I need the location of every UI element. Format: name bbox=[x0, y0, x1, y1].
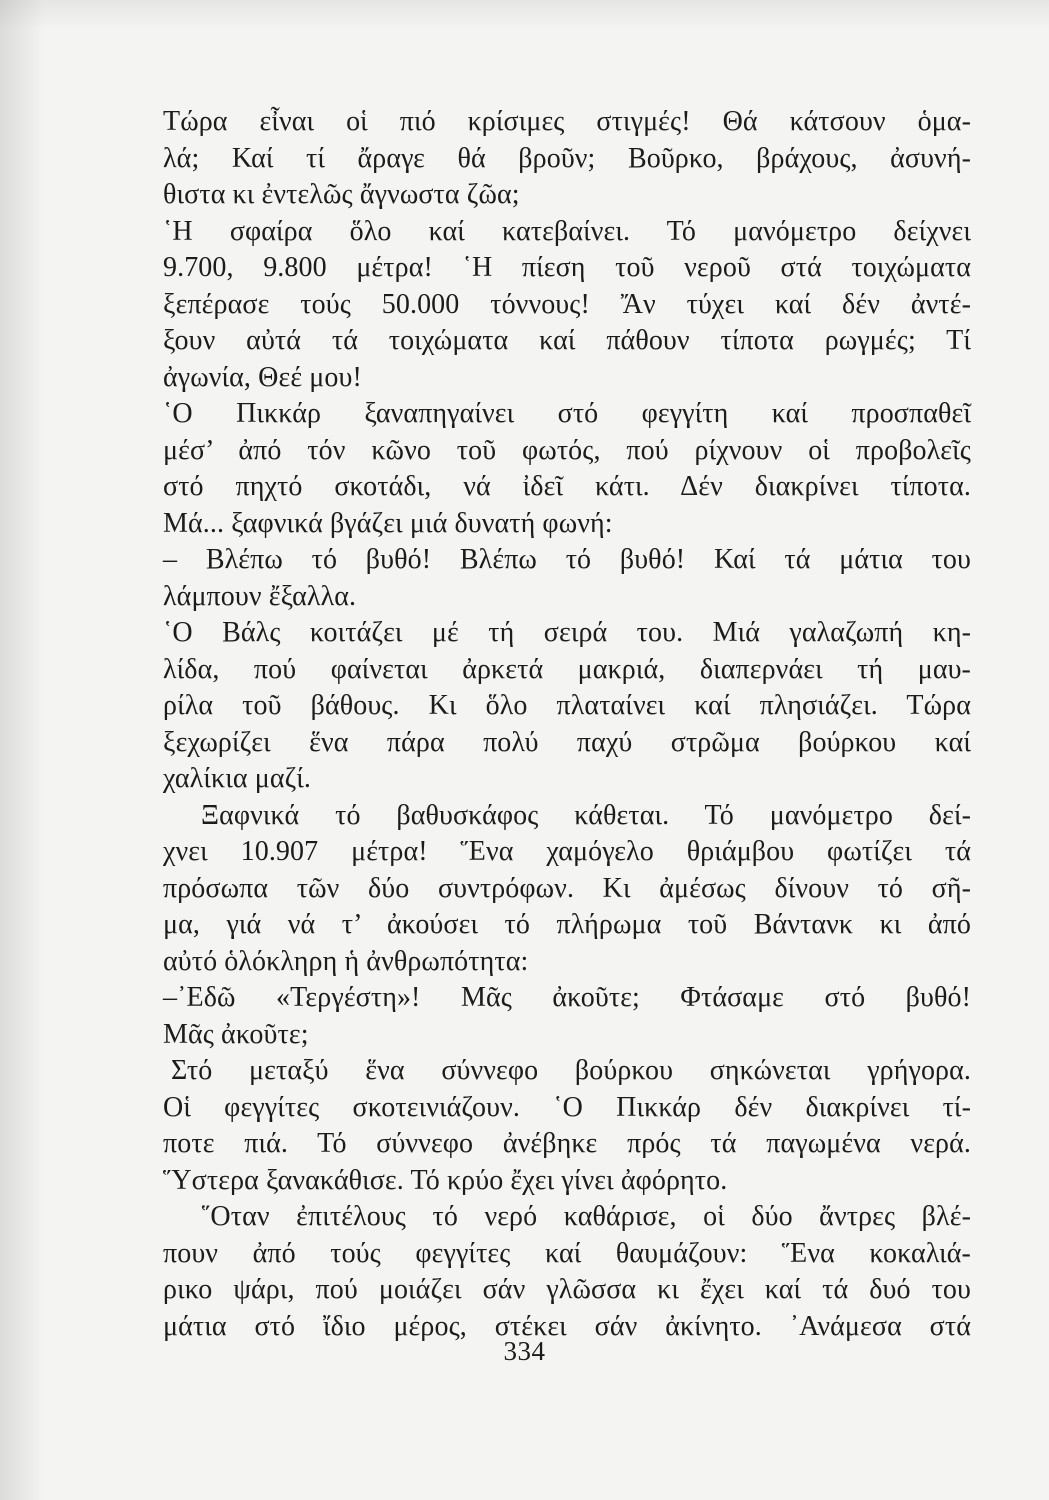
text-line: Ὕστερα ξανακάθισε. Τό κρύο ἔχει γίνει ἀφόρητο. bbox=[163, 1164, 728, 1196]
text-line: –᾿Εδῶ «Τεργέστη»! Μᾶς ἀκοῦτε; Φτάσαμε στό βυθό! bbox=[163, 982, 971, 1013]
body-text bbox=[163, 104, 971, 1345]
text-line: Οἱ φεγγίτες σκοτεινιάζουν. ῾Ο Πικκάρ δέν διακρίνει τί- bbox=[163, 1091, 971, 1123]
text-line: ρικο ψάρι, πού μοιάζει σάν γλῶσσα κι ἔχει καί τά δυό του bbox=[163, 1274, 971, 1305]
text-line: λά; Καί τί ἄραγε θά βροῦν; Βοῦρκο, βράχους, ἀσυνή- bbox=[163, 142, 971, 174]
text-line: αὐτό ὁλόκληρη ἡ ἀνθρωπότητα: bbox=[163, 945, 529, 977]
text-line: ξεχωρίζει ἕνα πάρα πολύ παχύ στρῶμα βούρκου καί bbox=[163, 726, 971, 758]
text-line: Στό μεταξύ ἕνα σύννεφο βούρκου σηκώνεται γρήγορα. bbox=[171, 1055, 971, 1086]
text-line: ῾Η σφαίρα ὅλο καί κατεβαίνει. Τό μανόμετρο δείχνει bbox=[163, 215, 971, 247]
text-line: Μά... ξαφνικά βγάζει μιά δυνατή φωνή: bbox=[163, 507, 613, 539]
text-line: Μᾶς ἀκοῦτε; bbox=[163, 1018, 309, 1050]
text-line: Ξαφνικά τό βαθυσκάφος κάθεται. Τό μανόμετρο δεί- bbox=[201, 799, 971, 831]
text-line: ῾Ο Βάλς κοιτάζει μέ τή σειρά του. Μιά γαλαζωπή κη- bbox=[163, 617, 971, 648]
text-line: μάτια στό ἴδιο μέρος, στέκει σάν ἀκίνητο. ᾿Ανάμεσα στά bbox=[163, 1310, 971, 1342]
text-line: θιστα κι ἐντελῶς ἄγνωστα ζῶα; bbox=[163, 179, 520, 210]
text-line: ῾Ο Πικκάρ ξαναπηγαίνει στό φεγγίτη καί προσπαθεῖ bbox=[163, 398, 971, 429]
text-line: πουν ἀπό τούς φεγγίτες καί θαυμάζουν: Ἕνα κοκαλιά- bbox=[163, 1237, 971, 1269]
text-line: ξεπέρασε τούς 50.000 τόννους! Ἄν τύχει καί δέν ἀντέ- bbox=[163, 288, 971, 320]
text-line: χνει 10.907 μέτρα! Ἕνα χαμόγελο θριάμβου φωτίζει τά bbox=[163, 836, 971, 867]
text-line: ποτε πιά. Τό σύννεφο ἀνέβηκε πρός τά παγωμένα νερά. bbox=[163, 1128, 971, 1159]
text-line: λάμπουν ἔξαλλα. bbox=[163, 580, 357, 612]
text-line: ἀγωνία, Θεέ μου! bbox=[163, 361, 362, 393]
text-line: ξουν αὐτά τά τοιχώματα καί πάθουν τίποτα ρωγμές; Τί bbox=[163, 325, 971, 356]
text-line: στό πηχτό σκοτάδι, νά ἰδεῖ κάτι. Δέν διακρίνει τίποτα. bbox=[163, 471, 971, 502]
text-line: – Βλέπω τό βυθό! Βλέπω τό βυθό! Καί τά μάτια του bbox=[163, 544, 971, 575]
text-line: χαλίκια μαζί. bbox=[163, 763, 312, 794]
text-line: Τώρα εἶναι οἱ πιό κρίσιμες στιγμές! Θά κάτσουν ὁμα- bbox=[163, 106, 971, 137]
text-line: μα, γιά νά τ’ ἀκούσει τό πλήρωμα τοῦ Βάντανκ κι ἀπό bbox=[163, 909, 971, 940]
text-line: πρόσωπα τῶν δύο συντρόφων. Κι ἀμέσως δίνουν τό σῆ- bbox=[163, 872, 971, 904]
text-line: λίδα, πού φαίνεται ἀρκετά μακριά, διαπερνάει τή μαυ- bbox=[163, 653, 971, 685]
page-number: 334 bbox=[503, 1336, 546, 1366]
text-line: μέσ’ ἀπό τόν κῶνο τοῦ φωτός, πού ρίχνουν οἱ προβολεῖς bbox=[163, 434, 971, 466]
text-line: ῞Οταν ἐπιτέλους τό νερό καθάρισε, οἱ δύο ἄντρες βλέ- bbox=[201, 1201, 971, 1232]
text-line: 9.700, 9.800 μέτρα! ῾Η πίεση τοῦ νεροῦ στά τοιχώματα bbox=[163, 252, 971, 283]
text-line: ρίλα τοῦ βάθους. Κι ὅλο πλαταίνει καί πλησιάζει. Τώρα bbox=[163, 690, 971, 721]
